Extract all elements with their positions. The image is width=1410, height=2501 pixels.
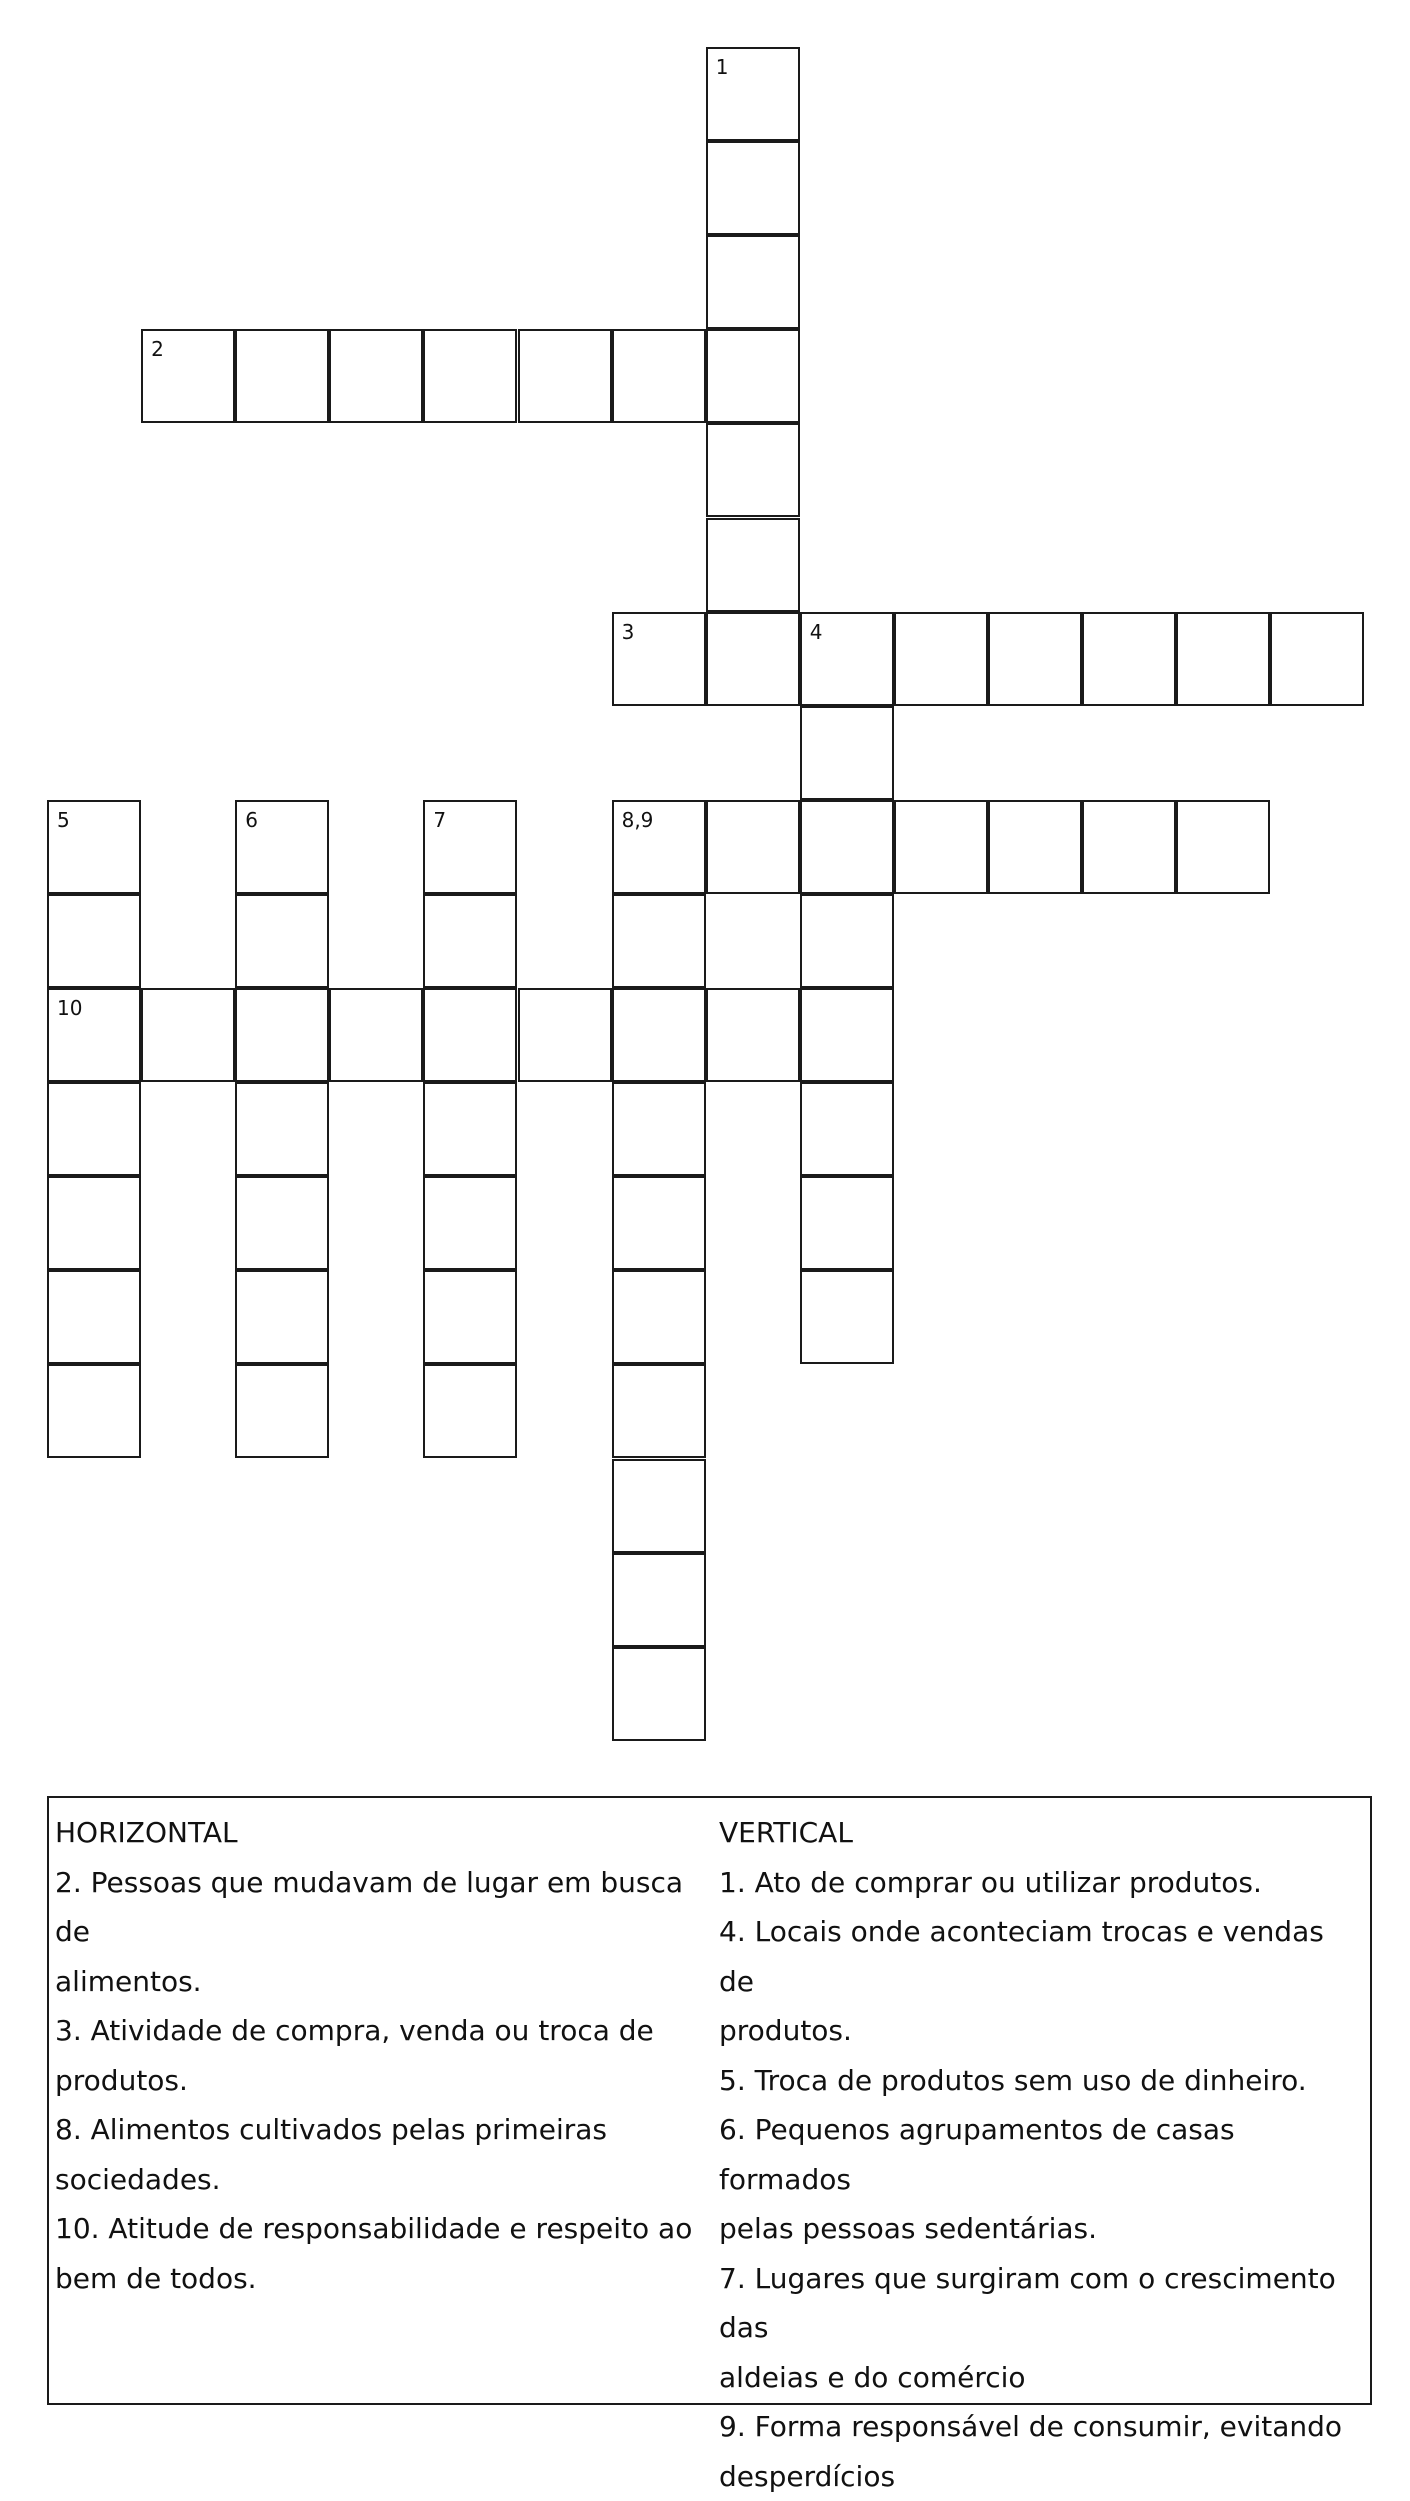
clue-line: 2. Pessoas que mudavam de lugar em busca de bbox=[55, 1858, 705, 1957]
clue-line: sociedades. bbox=[55, 2155, 705, 2205]
crossword-cell[interactable] bbox=[423, 329, 517, 423]
crossword-cell[interactable] bbox=[612, 612, 706, 706]
crossword-cell[interactable] bbox=[1082, 800, 1176, 894]
clue-number: 5 bbox=[57, 810, 70, 830]
crossword-cell[interactable] bbox=[706, 235, 800, 329]
crossword-cell[interactable] bbox=[423, 894, 517, 988]
crossword-cell[interactable] bbox=[235, 329, 329, 423]
clue-number: 6 bbox=[245, 810, 258, 830]
crossword-cell[interactable] bbox=[423, 1082, 517, 1176]
crossword-cell[interactable] bbox=[423, 988, 517, 1082]
clue-line: 4. Locais onde aconteciam trocas e vendas de bbox=[719, 1907, 1367, 2006]
clue-line: 9. Forma responsável de consumir, evitando bbox=[719, 2402, 1367, 2452]
crossword-cell[interactable] bbox=[141, 329, 235, 423]
crossword-cell[interactable] bbox=[235, 1270, 329, 1364]
clue-line: 3. Atividade de compra, venda ou troca de bbox=[55, 2006, 705, 2056]
clue-line: bem de todos. bbox=[55, 2254, 705, 2304]
crossword-cell[interactable] bbox=[141, 988, 235, 1082]
crossword-cell[interactable] bbox=[706, 612, 800, 706]
crossword-cell[interactable] bbox=[800, 706, 894, 800]
clue-number: 2 bbox=[151, 339, 164, 359]
crossword-cell[interactable] bbox=[235, 1364, 329, 1458]
crossword-cell[interactable] bbox=[612, 1082, 706, 1176]
crossword-cell[interactable] bbox=[612, 329, 706, 423]
crossword-cell[interactable] bbox=[612, 1647, 706, 1741]
crossword-cell[interactable] bbox=[1176, 612, 1270, 706]
crossword-cell[interactable] bbox=[1176, 800, 1270, 894]
crossword-cell[interactable] bbox=[800, 1270, 894, 1364]
crossword-cell[interactable] bbox=[47, 1082, 141, 1176]
clue-number: 7 bbox=[433, 810, 446, 830]
crossword-cell[interactable] bbox=[47, 894, 141, 988]
clue-line: produtos. bbox=[719, 2006, 1367, 2056]
crossword-cell[interactable] bbox=[988, 612, 1082, 706]
crossword-cell[interactable] bbox=[612, 1364, 706, 1458]
crossword-cell[interactable] bbox=[800, 988, 894, 1082]
clues-box bbox=[47, 1796, 1372, 2405]
crossword-cell[interactable] bbox=[612, 800, 706, 894]
crossword-cell[interactable] bbox=[1270, 612, 1364, 706]
crossword-cell[interactable] bbox=[518, 329, 612, 423]
crossword-cell[interactable] bbox=[329, 329, 423, 423]
crossword-cell[interactable] bbox=[612, 988, 706, 1082]
clue-line: 6. Pequenos agrupamentos de casas formados bbox=[719, 2105, 1367, 2204]
clue-line: produtos. bbox=[55, 2056, 705, 2106]
clue-line: 1. Ato de comprar ou utilizar produtos. bbox=[719, 1858, 1367, 1908]
crossword-cell[interactable] bbox=[706, 800, 800, 894]
crossword-cell[interactable] bbox=[235, 1082, 329, 1176]
crossword-cell[interactable] bbox=[800, 894, 894, 988]
crossword-cell[interactable] bbox=[329, 988, 423, 1082]
clue-number: 8,9 bbox=[622, 810, 654, 830]
horizontal-clues bbox=[55, 1808, 705, 2303]
crossword-cell[interactable] bbox=[894, 612, 988, 706]
crossword-cell[interactable] bbox=[706, 329, 800, 423]
crossword-cell[interactable] bbox=[235, 894, 329, 988]
crossword-cell[interactable] bbox=[47, 800, 141, 894]
clue-line: 5. Troca de produtos sem uso de dinheiro. bbox=[719, 2056, 1367, 2106]
crossword-cell[interactable] bbox=[612, 894, 706, 988]
crossword-cell[interactable] bbox=[612, 1553, 706, 1647]
crossword-cell[interactable] bbox=[988, 800, 1082, 894]
vertical-clues bbox=[719, 1808, 1367, 2501]
crossword-cell[interactable] bbox=[706, 518, 800, 612]
crossword-cell[interactable] bbox=[235, 1176, 329, 1270]
clue-line: 10. Atitude de responsabilidade e respeito ao bbox=[55, 2204, 705, 2254]
crossword-cell[interactable] bbox=[47, 1364, 141, 1458]
crossword-cell[interactable] bbox=[894, 800, 988, 894]
clue-number: 3 bbox=[622, 622, 635, 642]
clue-line: pelas pessoas sedentárias. bbox=[719, 2204, 1367, 2254]
crossword-cell[interactable] bbox=[800, 612, 894, 706]
crossword-cell[interactable] bbox=[47, 1270, 141, 1364]
crossword-cell[interactable] bbox=[612, 1459, 706, 1553]
crossword-cell[interactable] bbox=[706, 988, 800, 1082]
crossword-cell[interactable] bbox=[235, 988, 329, 1082]
clue-number: 1 bbox=[716, 57, 729, 77]
vertical-heading: VERTICAL bbox=[719, 1808, 1367, 1858]
crossword-cell[interactable] bbox=[423, 1176, 517, 1270]
crossword-cell[interactable] bbox=[1082, 612, 1176, 706]
clue-line: alimentos. bbox=[55, 1957, 705, 2007]
clue-line: desperdícios bbox=[719, 2452, 1367, 2501]
crossword-cell[interactable] bbox=[47, 988, 141, 1082]
crossword-cell[interactable] bbox=[423, 1364, 517, 1458]
clue-number: 4 bbox=[810, 622, 823, 642]
clue-line: 7. Lugares que surgiram com o crescimento das bbox=[719, 2254, 1367, 2353]
crossword-cell[interactable] bbox=[612, 1176, 706, 1270]
crossword-cell[interactable] bbox=[518, 988, 612, 1082]
crossword-cell[interactable] bbox=[423, 1270, 517, 1364]
crossword-cell[interactable] bbox=[423, 800, 517, 894]
clue-line: aldeias e do comércio bbox=[719, 2353, 1367, 2403]
crossword-cell[interactable] bbox=[800, 1082, 894, 1176]
crossword-cell[interactable] bbox=[47, 1176, 141, 1270]
crossword-cell[interactable] bbox=[800, 800, 894, 894]
clue-line: 8. Alimentos cultivados pelas primeiras bbox=[55, 2105, 705, 2155]
crossword-cell[interactable] bbox=[800, 1176, 894, 1270]
clue-number: 10 bbox=[57, 998, 82, 1018]
crossword-cell[interactable] bbox=[612, 1270, 706, 1364]
horizontal-heading: HORIZONTAL bbox=[55, 1808, 705, 1858]
crossword-cell[interactable] bbox=[706, 47, 800, 141]
crossword-cell[interactable] bbox=[706, 141, 800, 235]
crossword-cell[interactable] bbox=[706, 423, 800, 517]
crossword-cell[interactable] bbox=[235, 800, 329, 894]
